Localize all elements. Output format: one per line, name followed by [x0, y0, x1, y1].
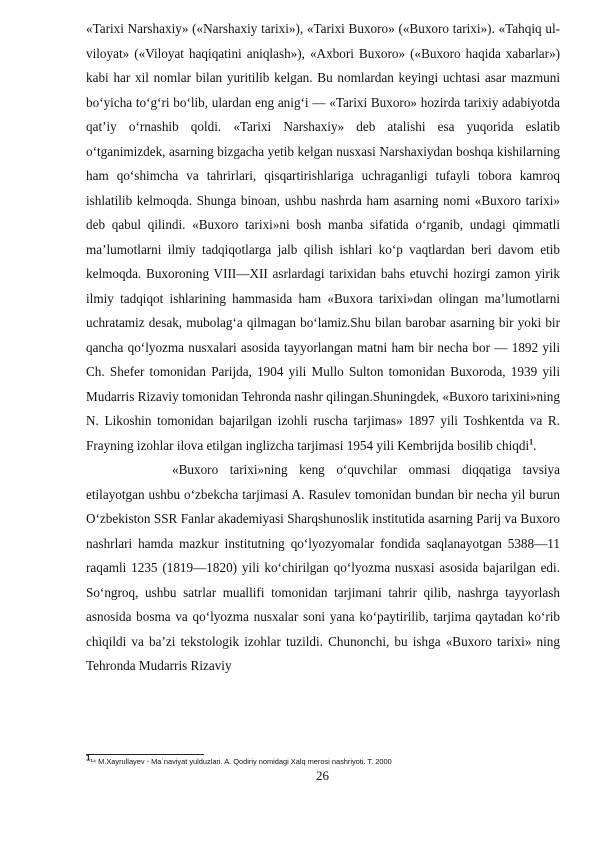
footnote — [86, 753, 560, 767]
paragraph-2-text: «Buxoro tarixi»ning keng o‘quvchilar ommasi diqqatiga tavsiya etilayotgan ushbu o‘zbekcha tarjimasi A. Rasulev tomonidan bundan bir necha yil burun O‘zbekiston SSR Fanlar akademiyasi Sharqshunoslik institutida asarning Parij va Buxoro nashrlari hamda mazkur institutning qo‘lyozyomalar fondida saqlanayotgan 5388—11 raqamli 1235 (1819—1820) yili ko‘chirilgan qo‘lyozma nusxasi asosida bajarilgan edi. So‘ngroq, ushbu satrlar muallifi tomonidan tarjimani tahrir qilib, nashrga tayyorlash asnosida bosma va qo‘lyozma nusxalar soni yana ko‘paytirilib, tarjima qaytadan ko‘rib chiqildi va ba’zi tekstologik izohlar tuzildi. Chunonchi, bu ishga «Buxoro tarixi» ning Tehronda Mudarris Rizaviy — [86, 462, 560, 673]
main-text — [86, 17, 560, 679]
footnote-reference[interactable]: 1 — [529, 437, 534, 447]
paragraph-1-end: . — [533, 437, 537, 453]
page-number: 26 — [316, 768, 329, 783]
footnote-separator — [86, 754, 204, 755]
footnote-marker: 1 — [86, 753, 91, 763]
footnote-text: ¹⁴ M.Xayrullayev - Ma`naviyat yulduzlari. A. Qodiriy nomidagi Xalq merosi nashriyoti. T. 2000 — [90, 757, 392, 766]
paragraph-1-text: «Tarixi Narshaxiy» («Narshaxiy tarixi»), «Tarixi Buxoro» («Buxoro tarixi»). «Tahqiq ul-viloyat» («Viloyat haqiqatini aniqlash»), «Axbori Buxoro» («Buxoro haqida xabarlar») kabi har xil nomlar bilan yuritilib kelgan. Bu nomlardan keyingi uchtasi asar mazmuni bo‘yicha to‘g‘ri bo‘lib, ulardan eng anig‘i — «Tarixi Buxoro» hozirda tarixiy adabiyotda qat’iy o‘rnashib qoldi. «Tarixi Narshaxiy» deb atalishi esa yuqorida eslatib o‘tganimizdek, asarning bizgacha yetib kelgan nusxasi Narshaxiydan boshqa kishilarning ham qo‘shimcha va tahrirlari, qisqartirishlariga uchraganligi tufayli tobora kamroq ishlatilib kelmoqda. Shunga binoan, ushbu nashrda ham asarning nomi «Buxoro tarixi» deb qabul qilindi. «Buxoro tarixi»ni bosh manba sifatida o‘rganib, undagi qimmatli ma’lumotlarni ilmiy tadqiqotlarga jalb qilish ishlari ko‘p vaqtlardan beri davom etib kelmoqda. Buxoroning VIII—XII asrlardagi tarixidan bahs etuvchi hozirgi zamon yirik ilmiy tadqiqot ishlarining hammasida ham «Buxora tarixi»dan olingan ma’lumotlarni uchratamiz desak, mubolag‘a qilmagan bo‘lamiz.Shu bilan barobar asarning bir yoki bir qancha qo‘lyozma nusxalari asosida tayyorlangan matni ham bir necha bor — 1892 yili Ch. Shefer tomonidan Parijda, 1904 yili Mullo Sulton tomonidan Buxoroda, 1939 yili Mudarris Rizaviy tomonidan Tehronda nashr qilingan.Shuningdek, «Buxoro tarixini»ning N. Likoshin tomonidan bajarilgan izohli ruscha tarjimas» 1897 yili Toshkentda va R. Frayning izohlar ilova etilgan inglizcha tarjimasi 1954 yili Kembrijda bosilib chiqdi — [86, 21, 560, 453]
paragraph-2 — [86, 458, 560, 679]
paragraph-1 — [86, 17, 560, 458]
